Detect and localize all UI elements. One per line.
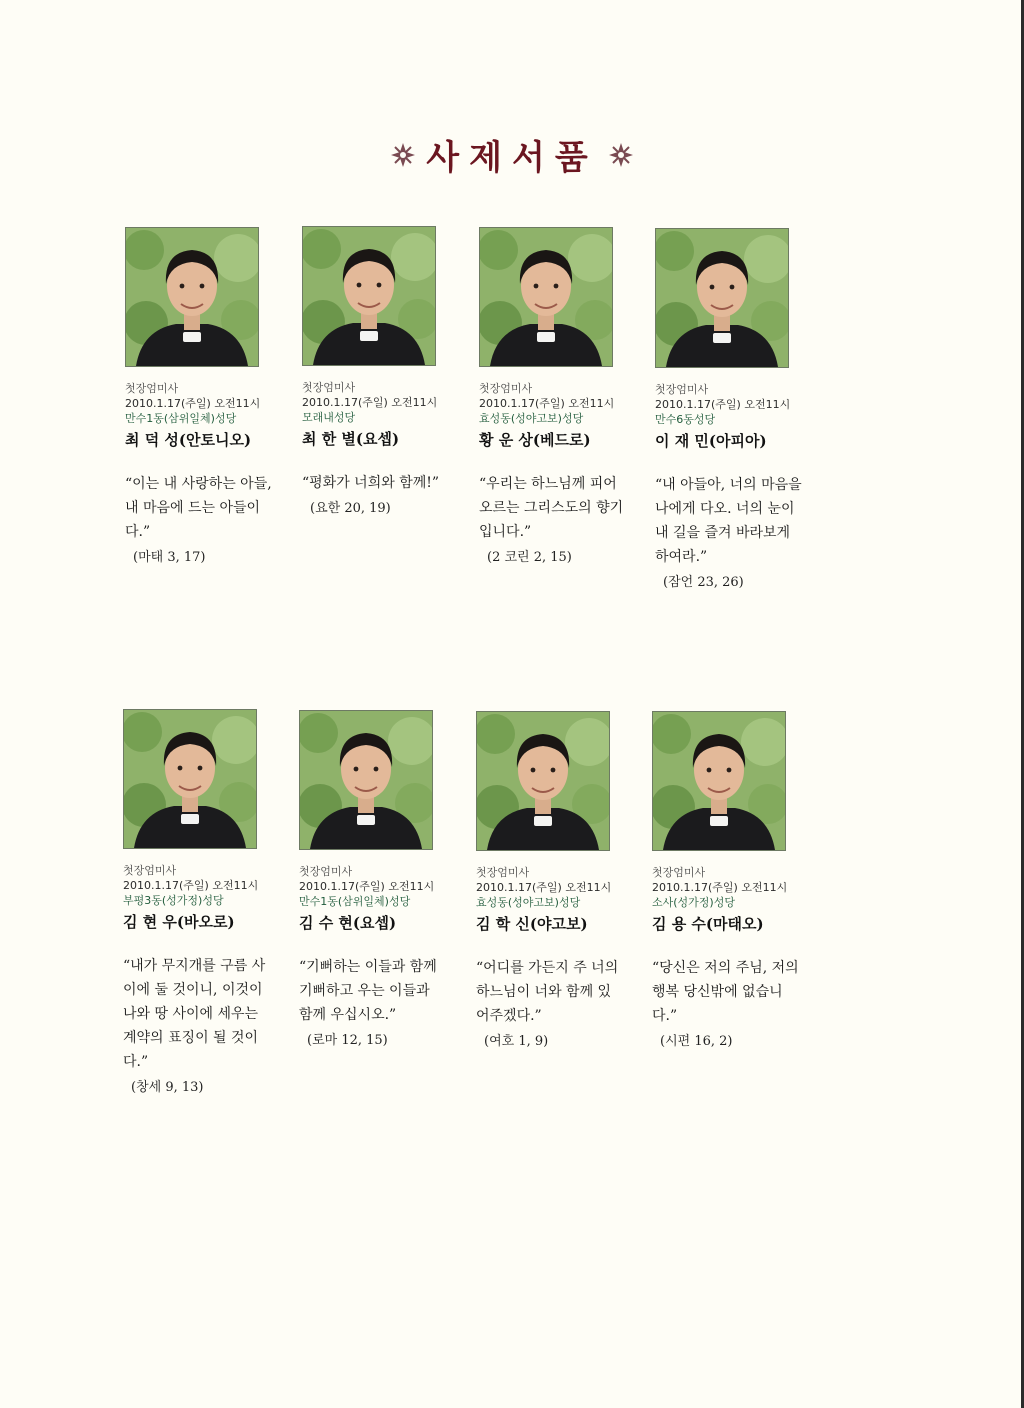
mass-info bbox=[479, 381, 639, 426]
ornamental-cross-icon-left bbox=[390, 142, 416, 168]
bible-quote: “내 아들아, 너의 마음을 나에게 다오. 너의 눈이 내 길을 즐겨 바라보게 하여라.” bbox=[655, 477, 802, 565]
bible-quote: “기뻐하는 이들과 함께 기뻐하고 우는 이들과 함께 우십시오.” bbox=[299, 959, 437, 1023]
mass-datetime: 2010.1.17(주일) 오전11시 bbox=[299, 880, 435, 893]
bible-reference: (시편 16, 2) bbox=[660, 1034, 733, 1049]
priest-name: 김 학 신(야고보) bbox=[476, 915, 588, 933]
priest-card bbox=[652, 711, 812, 1049]
priest-name: 김 용 수(마태오) bbox=[652, 915, 764, 933]
priest-card bbox=[302, 226, 462, 516]
bible-reference: (2 코린 2, 15) bbox=[487, 550, 572, 565]
portrait-photo bbox=[479, 227, 613, 367]
mass-parish: 소사(성가정)성당 bbox=[652, 896, 735, 909]
mass-info bbox=[476, 865, 636, 910]
priest-name: 김 현 우(바오로) bbox=[123, 913, 235, 931]
priest-name: 최 한 별(요셉) bbox=[302, 430, 400, 448]
bible-reference: (잠언 23, 26) bbox=[663, 575, 744, 590]
bible-quote: “내가 무지개를 구름 사이에 둘 것이니, 이것이 나와 땅 사이에 세우는 계약의 표징이 될 것이다.” bbox=[123, 958, 266, 1070]
mass-parish: 만수6동성당 bbox=[655, 413, 716, 426]
page-title-text: 사제서품 bbox=[426, 138, 598, 178]
mass-parish: 모래내성당 bbox=[302, 411, 356, 424]
priest-card bbox=[655, 228, 815, 590]
mass-info bbox=[655, 382, 815, 427]
mass-kind: 첫장엄미사 bbox=[476, 866, 530, 879]
mass-kind: 첫장엄미사 bbox=[125, 382, 179, 395]
portrait-photo bbox=[652, 711, 786, 851]
bible-reference: (요한 20, 19) bbox=[310, 501, 391, 516]
bible-reference: (여호 1, 9) bbox=[484, 1034, 549, 1049]
mass-info bbox=[652, 865, 812, 910]
mass-datetime: 2010.1.17(주일) 오전11시 bbox=[655, 398, 791, 411]
page-title bbox=[0, 130, 1024, 179]
mass-parish: 효성동(성야고보)성당 bbox=[476, 896, 581, 909]
mass-datetime: 2010.1.17(주일) 오전11시 bbox=[123, 879, 259, 892]
mass-kind: 첫장엄미사 bbox=[652, 866, 706, 879]
mass-parish: 부평3동(성가정)성당 bbox=[123, 894, 224, 907]
mass-kind: 첫장엄미사 bbox=[302, 381, 356, 394]
priest-card bbox=[125, 227, 285, 565]
mass-datetime: 2010.1.17(주일) 오전11시 bbox=[125, 397, 261, 410]
bible-quote: “어디를 가든지 주 너의 하느님이 너와 함께 있어주겠다.” bbox=[476, 960, 619, 1024]
mass-datetime: 2010.1.17(주일) 오전11시 bbox=[479, 397, 615, 410]
mass-kind: 첫장엄미사 bbox=[479, 382, 533, 395]
mass-info bbox=[123, 863, 283, 908]
bible-quote: “우리는 하느님께 피어오르는 그리스도의 향기입니다.” bbox=[479, 476, 624, 540]
portrait-photo bbox=[125, 227, 259, 367]
mass-parish: 만수1동(삼위일체)성당 bbox=[299, 895, 411, 908]
bible-reference: (로마 12, 15) bbox=[307, 1033, 388, 1048]
mass-datetime: 2010.1.17(주일) 오전11시 bbox=[652, 881, 788, 894]
portrait-photo bbox=[476, 711, 610, 851]
priest-name: 황 운 상(베드로) bbox=[479, 431, 591, 449]
priest-card bbox=[123, 709, 283, 1095]
mass-parish: 효성동(성야고보)성당 bbox=[479, 412, 584, 425]
portrait-photo bbox=[123, 709, 257, 849]
bible-quote: “평화가 너희와 함께!” bbox=[302, 475, 440, 491]
bible-reference: (마태 3, 17) bbox=[133, 550, 206, 565]
mass-datetime: 2010.1.17(주일) 오전11시 bbox=[476, 881, 612, 894]
priest-card bbox=[476, 711, 636, 1049]
mass-kind: 첫장엄미사 bbox=[655, 383, 709, 396]
mass-info bbox=[125, 381, 285, 426]
portrait-photo bbox=[299, 710, 433, 850]
priest-card bbox=[479, 227, 639, 565]
bible-quote: “이는 내 사랑하는 아들, 내 마음에 드는 아들이다.” bbox=[125, 476, 272, 540]
portrait-photo bbox=[302, 226, 436, 366]
priest-name: 김 수 현(요셉) bbox=[299, 914, 397, 932]
bible-quote: “당신은 저의 주님, 저의 행복 당신밖에 없습니다.” bbox=[652, 960, 799, 1024]
mass-info bbox=[302, 380, 462, 425]
mass-datetime: 2010.1.17(주일) 오전11시 bbox=[302, 396, 438, 409]
mass-kind: 첫장엄미사 bbox=[123, 864, 177, 877]
portrait-photo bbox=[655, 228, 789, 368]
mass-info bbox=[299, 864, 459, 909]
bible-reference: (창세 9, 13) bbox=[131, 1080, 204, 1095]
priest-card bbox=[299, 710, 459, 1048]
mass-kind: 첫장엄미사 bbox=[299, 865, 353, 878]
mass-parish: 만수1동(삼위일체)성당 bbox=[125, 412, 237, 425]
priest-name: 이 재 민(아피아) bbox=[655, 432, 767, 450]
priest-name: 최 덕 성(안토니오) bbox=[125, 431, 252, 449]
ornamental-cross-icon-right bbox=[608, 142, 634, 168]
